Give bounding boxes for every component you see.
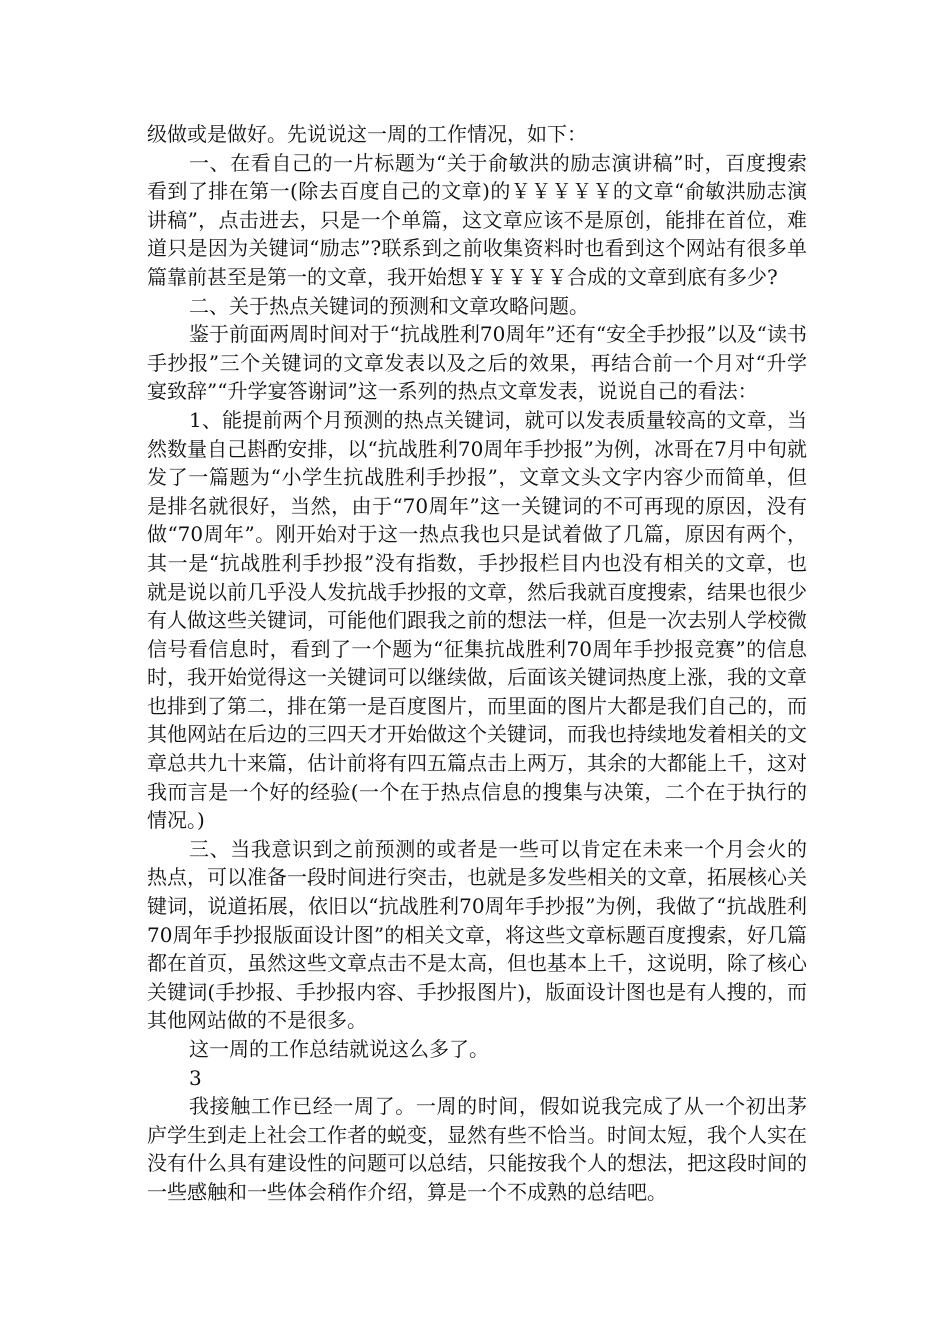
paragraph-continuation: 级做或是做好。先说说这一周的工作情况，如下： <box>147 122 587 146</box>
paragraph-point-one: 一、在看自己的一片标题为“关于俞敏洪的励志演讲稿”时，百度搜索看到了排在第一(除去百度自己的文章)的￥￥￥￥￥的文章“俞敏洪励志演讲稿”，点击进去，只是一个单篇，这文章应该不是原创，能排在首位，难道只是因为关键词“励志”?联系到之前收集资料时也看到这个网站有很多单篇靠前甚至是第一的文章，我开始想￥￥￥￥￥合成的文章到底有多少? <box>147 150 807 289</box>
paragraph-point-two-intro: 鉴于前面两周时间对于“抗战胜利70周年”还有“安全手抄报”以及“读书手抄报”三个关键词的文章发表以及之后的效果，再结合前一个月对“升学宴致辞”“升学宴答谢词”这一系列的热点文章发表，说说自己的看法： <box>147 322 807 404</box>
paragraph-closing: 这一周的工作总结就说这么多了。 <box>189 1037 489 1061</box>
document-body <box>147 120 807 1207</box>
paragraph-new-section: 我接触工作已经一周了。一周的时间，假如说我完成了从一个初出茅庐学生到走上社会工作者的蜕变，显然有些不恰当。时间太短，我个人实在没有什么具有建设性的问题可以总结，只能按我个人的想法，把这段时间的一些感触和一些体会稍作介绍，算是一个不成熟的总结吧。 <box>147 1094 807 1204</box>
paragraph-point-three: 三、当我意识到之前预测的或者是一些可以肯定在未来一个月会火的热点，可以准备一段时间进行突击，也就是多发些相关的文章，拓展核心关键词，说道拓展，依旧以“抗战胜利70周年手抄报”为例，我做了“抗战胜利70周年手抄报版面设计图”的相关文章，将这些文章标题百度搜索，好几篇都在首页，虽然这些文章点击不是太高，但也基本上千，这说明，除了核心关键词(手抄报、手抄报内容、手抄报图片)，版面设计图也是有人搜的，而其他网站做的不是很多。 <box>147 836 807 1033</box>
section-number: 3 <box>189 1065 202 1090</box>
paragraph-point-two-heading: 二、关于热点关键词的预测和文章攻略问题。 <box>189 293 589 318</box>
paragraph-point-two-detail: 1、能提前两个月预测的热点关键词，就可以发表质量较高的文章，当然数量自己斟酌安排，以“抗战胜利70周年手抄报”为例，冰哥在7月中旬就发了一篇题为“小学生抗战胜利手抄报”，文章文头文字内容少而简单，但是排名就很好，当然，由于“70周年”这一关键词的不可再现的原因，没有做“70周年”。刚开始对于这一热点我也只是试着做了几篇，原因有两个，其一是“抗战胜利手抄报”没有指数，手抄报栏目内也没有相关的文章，也就是说以前几乎没人发抗战手抄报的文章，然后我就百度搜索，结果也很少有人做这些关键词，可能他们跟我之前的想法一样，但是一次去别人学校微信号看信息时，看到了一个题为“征集抗战胜利70周年手抄报竞赛”的信息时，我开始觉得这一关键词可以继续做，后面该关键词热度上涨，我的文章也排到了第二，排在第一是百度图片，而里面的图片大都是我们自己的，而其他网站在后边的三四天才开始做这个关键词，而我也持续地发着相关的文章总共九十来篇，估计前将有四五篇点击上两万，其余的大都能上千，这对我而言是一个好的经验(一个在于热点信息的搜集与决策，二个在于执行的情况。) <box>147 407 807 833</box>
